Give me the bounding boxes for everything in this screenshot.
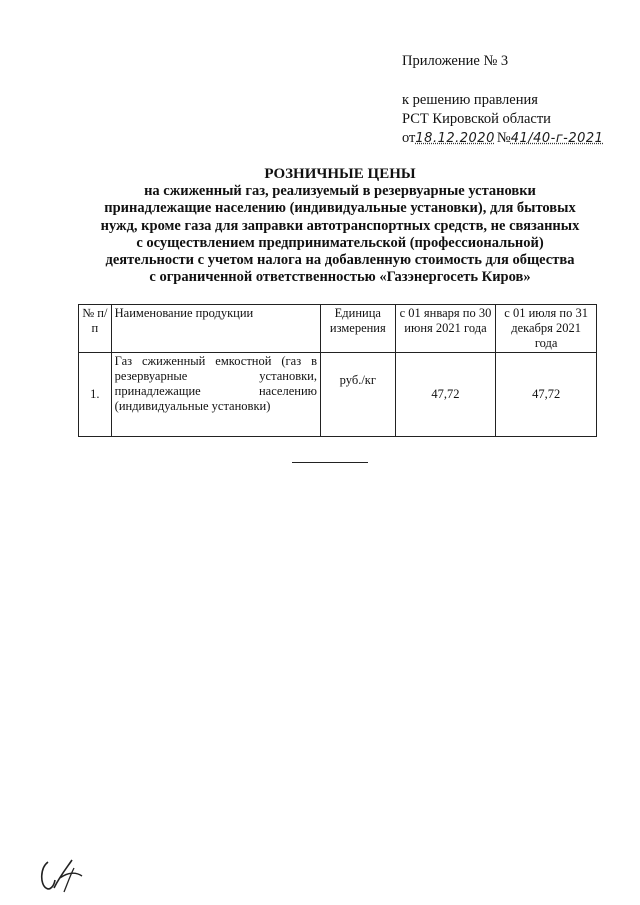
table-header-row [79,305,597,353]
appendix-number: Приложение № 3 [402,53,509,69]
row-unit: руб./кг [320,353,395,437]
title-line-4: с осуществлением предпринимательской (профессиональной) [136,234,544,251]
header-period-2: с 01 июля по 31 декабря 2021 года [496,305,597,353]
row-price-period-2: 47,72 [496,353,597,437]
header-period-1: с 01 января по 30 июня 2021 года [395,305,496,353]
end-divider [292,462,368,463]
signature-mark [38,858,94,896]
header-name: Наименование продукции [111,305,320,353]
title-line-3: нужд, кроме газа для заправки автотранспортных средств, не связанных [100,217,580,234]
table-row [79,353,597,437]
decision-line: к решению правления [402,92,538,108]
title-line-6: с ограниченной ответственностью «Газэнергосеть Киров» [149,269,531,286]
row-product-name: Газ сжиженный емкостной (газ в резервуарные установки, принадлежащие населению (индивидуальные установки) [111,353,320,437]
from-prefix: от [402,130,416,146]
row-num: 1. [79,353,112,437]
title-line-5: деятельности с учетом налога на добавленную стоимость для общества [105,252,575,269]
authority-line: РСТ Кировской области [402,111,551,127]
decision-date-number [402,129,632,148]
row-price-period-1: 47,72 [395,353,496,437]
document-title [70,166,610,286]
appendix-block [402,52,632,148]
header-num: № п/п [79,305,112,353]
title-main: РОЗНИЧНЫЕ ЦЕНЫ [264,166,416,182]
title-line-1: на сжиженный газ, реализуемый в резервуарные установки [144,183,536,200]
title-line-2: принадлежащие населению (индивидуальные установки), для бытовых [104,200,576,217]
decision-number: 41/40-г-2021 [510,131,604,146]
number-prefix: № [496,130,511,146]
header-unit: Единица измерения [320,305,395,353]
price-table [78,304,597,437]
decision-date: 18.12.2020 [415,131,495,146]
